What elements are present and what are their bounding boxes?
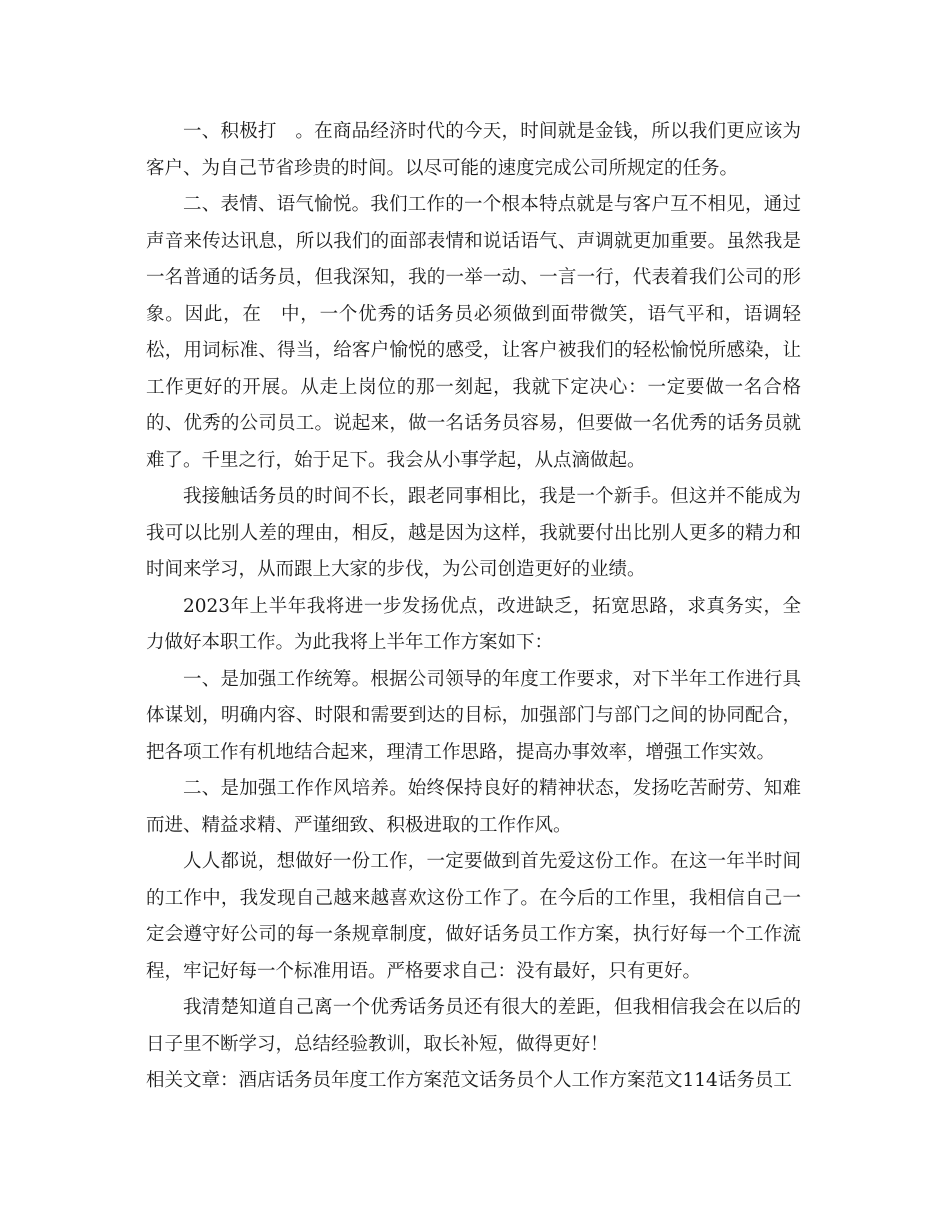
paragraph: 二、表情、语气愉悦。我们工作的一个根本特点就是与客户互不相见，通过声音来传达讯息，所以我们的面部表情和说话语气、声调就更加重要。虽然我是一名普通的话务员，但我深知，我的一举一动、一言一行，代表着我们公司的形象。因此，在 中，一个优秀的话务员必须做到面带微笑，语气平和，语调轻松，用词标准、得当，给客户愉悦的感受，让客户被我们的轻松愉悦所感染，让工作更好的开展。从走上岗位的那一刻起，我就下定决心：一定要做一名合格的、优秀的公司员工。说起来，做一名话务员容易，但要做一名优秀的话务员就难了。千里之行，始于足下。我会从小事学起，从点滴做起。 bbox=[146, 194, 801, 471]
paragraph: 我接触话务员的时间不长，跟老同事相比，我是一个新手。但这并不能成为我可以比别人差的理由，相反，越是因为这样，我就要付出比别人更多的精力和时间来学习，从而跟上大家的步伐，为公司创造更好的业绩。 bbox=[146, 486, 801, 580]
related-articles-line: 相关文章：酒店话务员年度工作方案范文话务员个人工作方案范文114话务员工 bbox=[146, 1070, 792, 1091]
paragraph: 一、积极打 。在商品经济时代的今天，时间就是金钱，所以我们更应该为客户、为自己节省珍贵的时间。以尽可能的速度完成公司所规定的任务。 bbox=[146, 121, 801, 179]
paragraph: 二、是加强工作作风培养。始终保持良好的精神状态，发扬吃苦耐劳、知难而进、精益求精、严谨细致、积极进取的工作作风。 bbox=[146, 778, 801, 836]
paragraph: 我清楚知道自己离一个优秀话务员还有很大的差距，但我相信我会在以后的日子里不断学习，总结经验教训，取长补短，做得更好！ bbox=[146, 997, 801, 1055]
paragraph: 人人都说，想做好一份工作，一定要做到首先爱这份工作。在这一年半时间的工作中，我发现自己越来越喜欢这份工作了。在今后的工作里，我相信自己一定会遵守好公司的每一条规章制度，做好话务员工作方案，执行好每一个工作流程，牢记好每一个标准用语。严格要求自己：没有最好，只有更好。 bbox=[146, 851, 801, 982]
document-body bbox=[146, 114, 801, 1100]
paragraph: 一、是加强工作统筹。根据公司领导的年度工作要求，对下半年工作进行具体谋划，明确内容、时限和需要到达的目标，加强部门与部门之间的协同配合，把各项工作有机地结合起来，理清工作思路，提高办事效率，增强工作实效。 bbox=[146, 668, 801, 763]
paragraph: 2023年上半年我将进一步发扬优点，改进缺乏，拓宽思路，求真务实，全力做好本职工作。为此我将上半年工作方案如下： bbox=[146, 595, 801, 653]
